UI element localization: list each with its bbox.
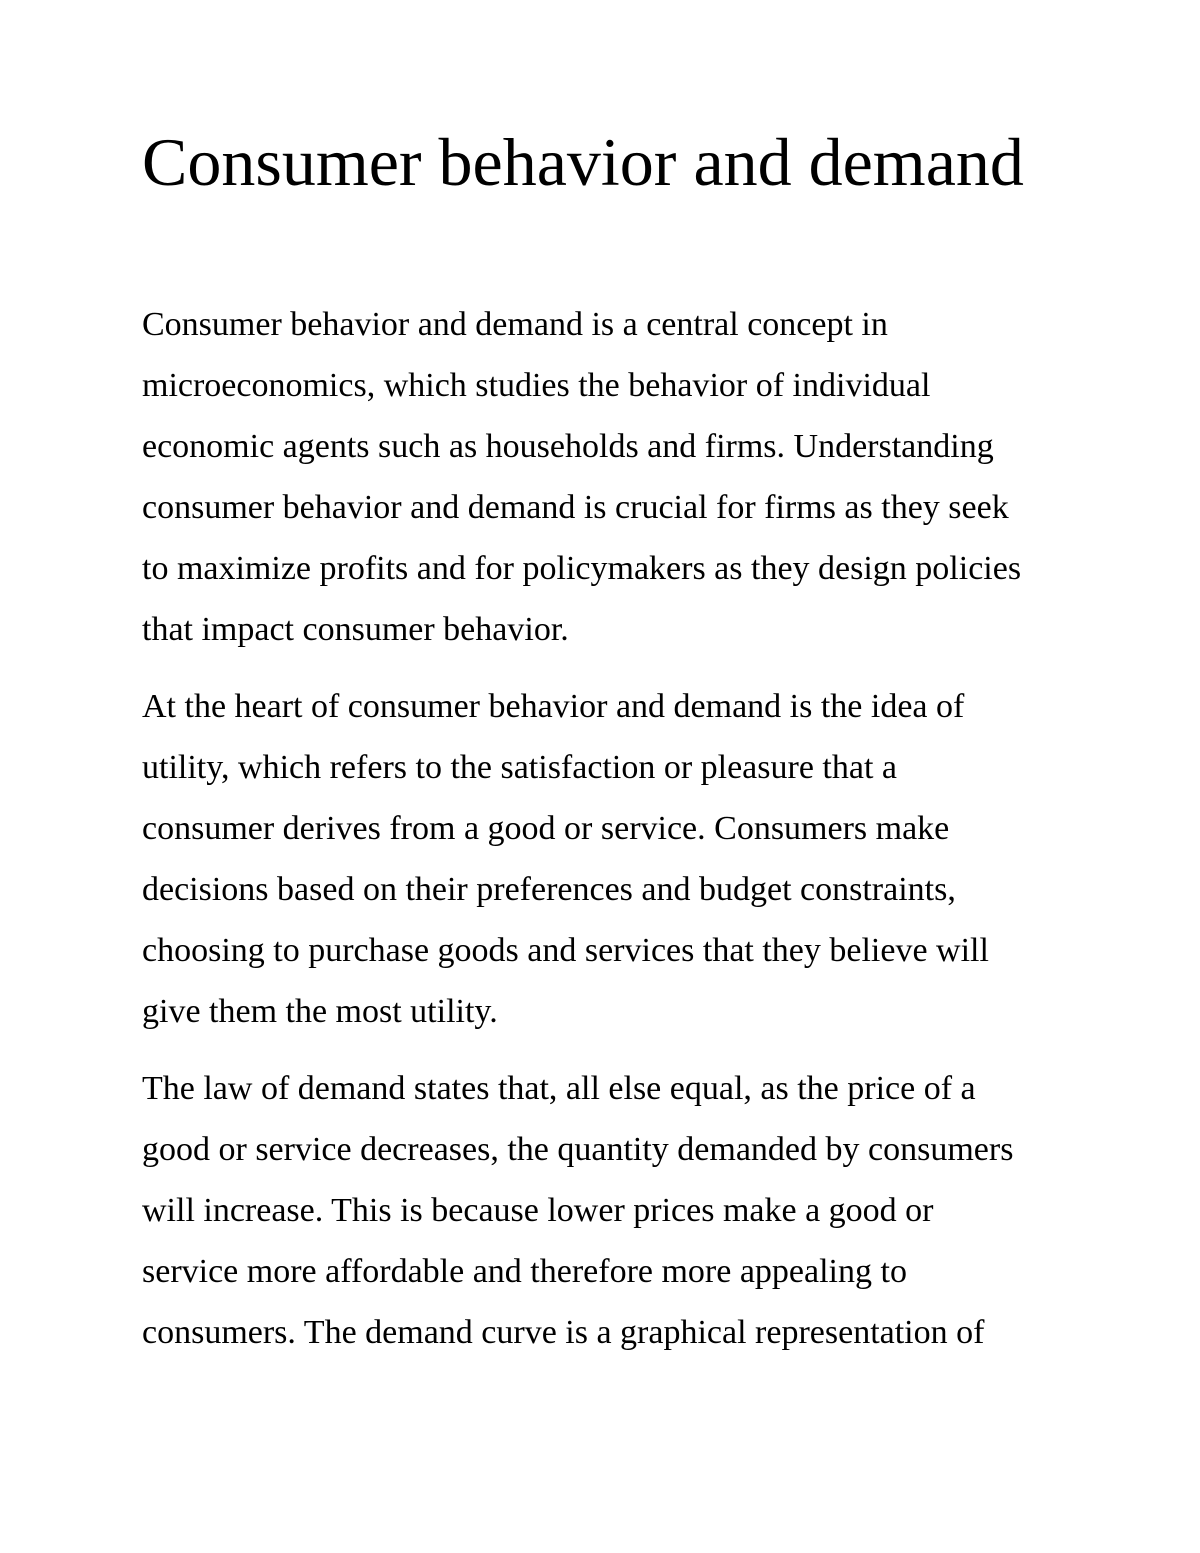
paragraph-consumer-behavior-intro <box>142 294 1072 660</box>
text-line: economic agents such as households and firms. Understanding <box>142 428 994 465</box>
text-line: The law of demand states that, all else equal, as the price of a <box>142 1070 976 1107</box>
text-line: Consumer behavior and demand is a central concept in <box>142 306 888 343</box>
text-line: consumer behavior and demand is crucial for firms as they seek <box>142 489 1009 526</box>
document-body <box>142 124 1072 1363</box>
text-line: At the heart of consumer behavior and demand is the idea of <box>142 688 965 725</box>
text-line: consumers. The demand curve is a graphical representation of <box>142 1314 985 1351</box>
text-line: give them the most utility. <box>142 993 498 1030</box>
text-line: service more affordable and therefore more appealing to <box>142 1253 907 1290</box>
text-line: will increase. This is because lower prices make a good or <box>142 1192 934 1229</box>
paragraph-utility <box>142 676 1072 1042</box>
text-line: good or service decreases, the quantity demanded by consumers <box>142 1131 1014 1168</box>
document-title: Consumer behavior and demand <box>142 124 1024 200</box>
text-line: consumer derives from a good or service. Consumers make <box>142 810 950 847</box>
text-line: that impact consumer behavior. <box>142 611 569 648</box>
text-line: choosing to purchase goods and services that they believe will <box>142 932 989 969</box>
text-line: decisions based on their preferences and budget constraints, <box>142 871 956 908</box>
text-line: utility, which refers to the satisfaction or pleasure that a <box>142 749 897 786</box>
text-line: microeconomics, which studies the behavior of individual <box>142 367 931 404</box>
text-line: to maximize profits and for policymakers as they design policies <box>142 550 1022 587</box>
paragraph-law-of-demand <box>142 1058 1072 1363</box>
